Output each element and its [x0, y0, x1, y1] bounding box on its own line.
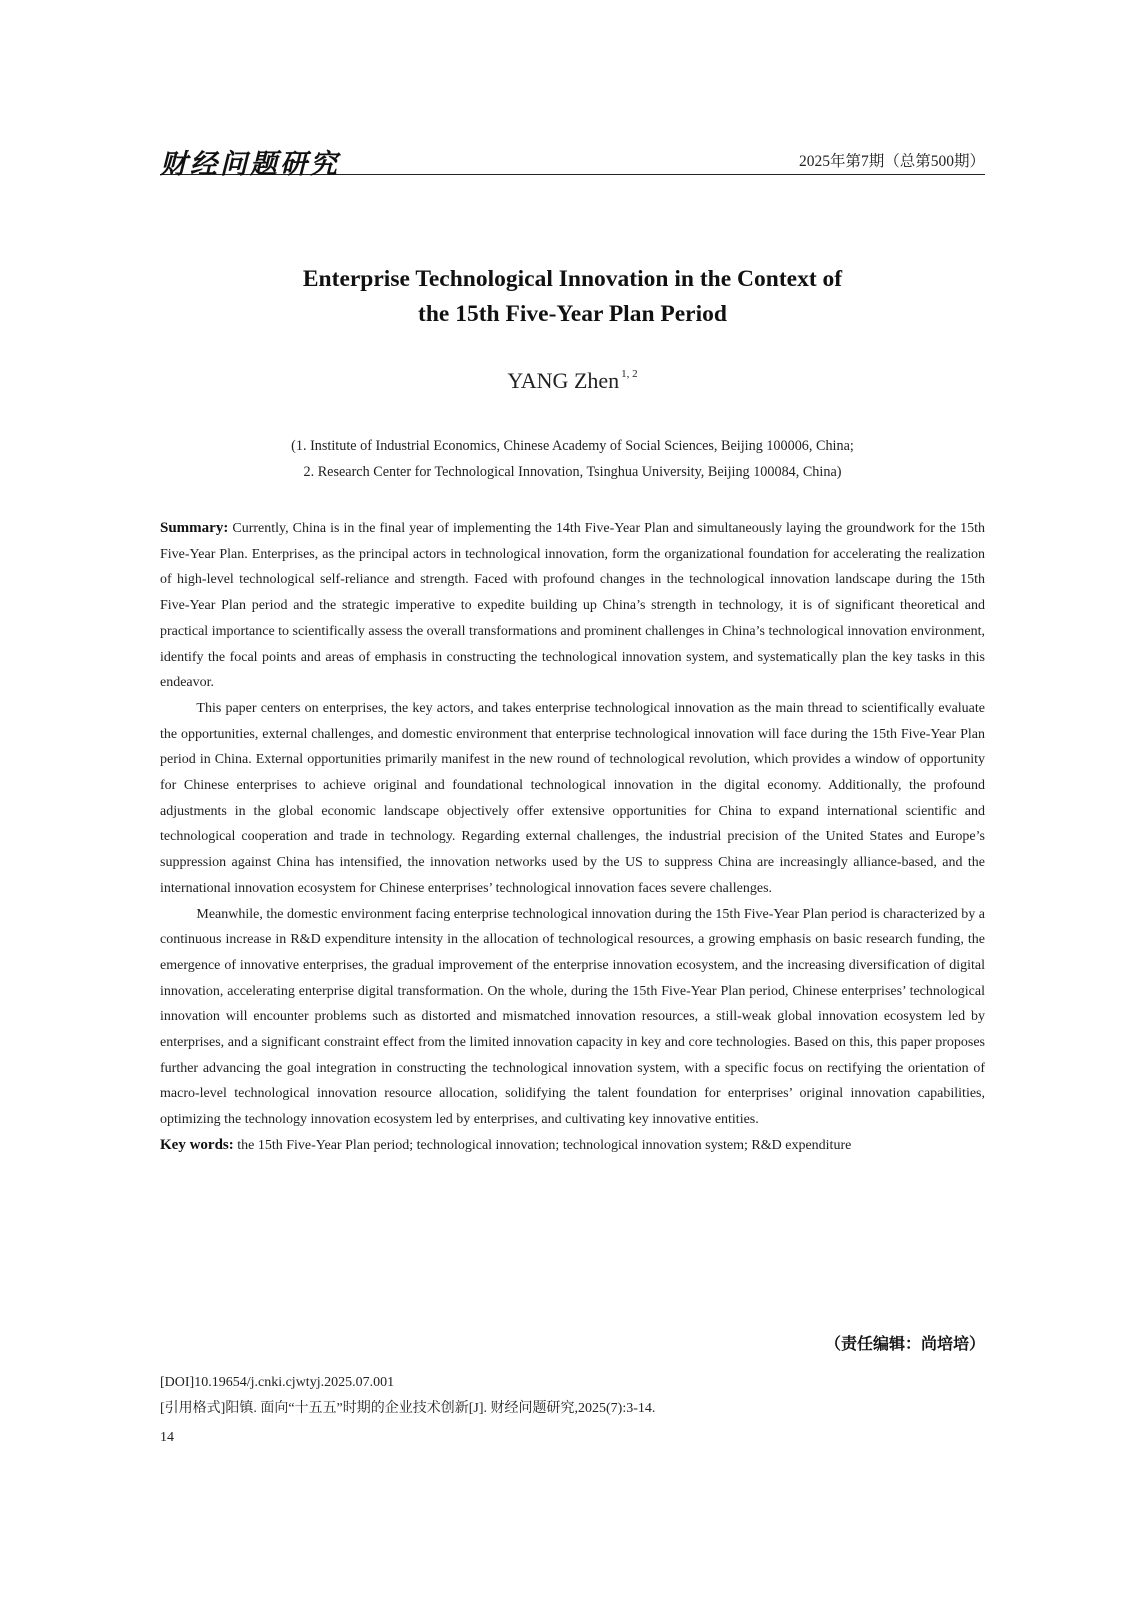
title-line-2: the 15th Five-Year Plan Period [418, 301, 727, 327]
abstract [160, 516, 985, 1159]
issue-info: 2025年第7期（总第500期） [798, 153, 985, 170]
keywords-label: Key words: [160, 1136, 234, 1153]
responsible-editor: （责任编辑：尚培培） [824, 1334, 985, 1353]
affiliation-1: (1. Institute of Industrial Economics, Chinese Academy of Social Sciences, Beijing 100006, China; [291, 438, 854, 454]
page-number: 14 [160, 1430, 174, 1445]
author-name: YANG Zhen [507, 368, 620, 393]
running-header [160, 142, 985, 180]
affiliations [160, 433, 985, 485]
citation-format: [引用格式]阳镇. 面向“十五五”时期的企业技术创新[J]. 财经问题研究,2025(7):3-14. [160, 1401, 656, 1416]
title-line-1: Enterprise Technological Innovation in the Context of [302, 266, 843, 292]
summary-paragraph-3: Meanwhile, the domestic environment facing enterprise technological innovation during the 15th Five-Year Plan period is characterized by a continuous increase in R&D expenditure intensity in the allocation of technological resources, a growing emphasis on basic research funding, the emergence of innovative enterprises, the gradual improvement of the enterprise innovation ecosystem, and the increasing diversification of digital innovation, accelerating enterprise digital transformation. On the whole, during the 15th Five-Year Plan period, Chinese enterprises’ technological innovation will encounter problems such as distorted and mismatched innovation resources, a still-weak global innovation ecosystem led by enterprises, and a significant constraint effect from the limited innovation capacity in key and core technologies. Based on this, this paper proposes further advancing the goal integration in constructing the technological innovation system, with a specific focus on rectifying the orientation of macro-level technological innovation resource allocation, solidifying the talent foundation for enterprises’ original innovation capabilities, optimizing the technology innovation ecosystem led by enterprises, and cultivating key innovative entities. [160, 906, 985, 1128]
summary-text-1: Currently, China is in the final year of implementing the 14th Five-Year Plan and simultaneously laying the groundwork for the 15th Five-Year Plan. Enterprises, as the principal actors in technological innovation, form the organizational foundation for accelerating the realization of high-level technological self-reliance and strength. Faced with profound changes in the technological innovation landscape during the 15th Five-Year Plan period and the strategic imperative to expedite building up China’s strength in technology, it is of significant theoretical and practical importance to scientifically assess the overall transformations and prominent challenges in China’s technological innovation environment, identify the focal points and areas of emphasis in constructing the technological innovation system, and systematically plan the key tasks in this endeavor. [160, 521, 986, 691]
summary-label: Summary: [160, 520, 229, 536]
journal-logo: 财经问题研究 [160, 149, 340, 180]
summary-paragraph-1 [160, 516, 985, 696]
author-line [160, 368, 985, 394]
keywords [160, 1133, 985, 1159]
author-affiliation-marks: 1, 2 [621, 368, 638, 380]
summary-paragraph-2: This paper centers on enterprises, the key actors, and takes enterprise technological innovation as the main thread to scientifically evaluate the opportunities, external challenges, and domestic environment that enterprise technological innovation will face during the 15th Five-Year Plan period in China. External opportunities primarily manifest in the new round of technological revolution, which provides a window of opportunity for Chinese enterprises to achieve original and foundational technological innovation in the digital economy. Additionally, the profound adjustments in the global economic landscape objectively offer extensive opportunities for China to expand international scientific and technological cooperation and trade in technology. Regarding external challenges, the industrial precision of the United States and Europe’s suppression against China has intensified, the innovation networks used by the US to suppress China are increasingly alliance-based, and the international innovation ecosystem for Chinese enterprises’ technological innovation faces severe challenges. [160, 700, 985, 896]
doi: [DOI]10.19654/j.cnki.cjwtyj.2025.07.001 [160, 1375, 395, 1390]
affiliation-2: 2. Research Center for Technological Innovation, Tsinghua University, Beijing 100084, China) [303, 464, 842, 480]
footnotes [160, 1370, 985, 1422]
keywords-text: the 15th Five-Year Plan period; technological innovation; technological innovation system; R&D expenditure [237, 1137, 852, 1153]
paper-title [160, 262, 985, 332]
